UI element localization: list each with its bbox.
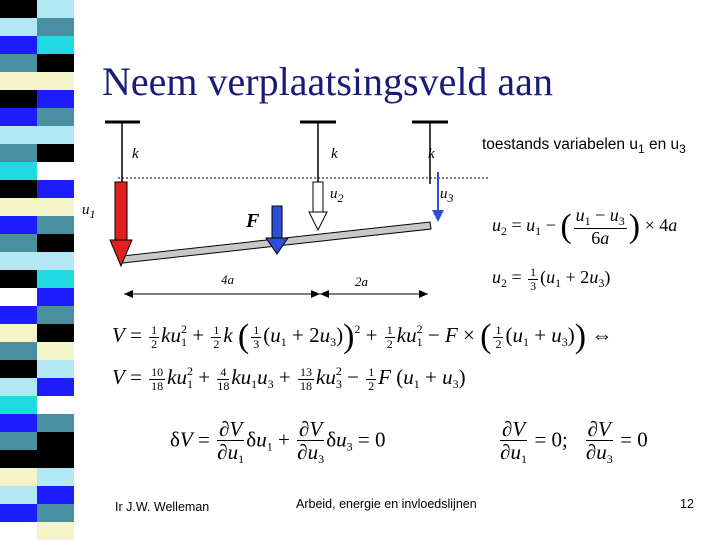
dim-right-label: 2a (355, 274, 368, 289)
spring-label-2: k (331, 146, 338, 162)
equation-energy-1: V = $\frac{1}{2}$ $ku_1^2$ + $\frac{1}{2}$ k ( $\frac{1}{3}$ $(u_1 + 2u_3))^2$ + $\frac{1}{2}$ $ku_1^2 - F$ × ( $\frac{1}{2}$ $(u_1 + u_3)$) ⇔ (112, 318, 613, 355)
state-variables-text: toestands variabelen $u_1$ en $u_3$ (482, 136, 686, 156)
u1-label: $u_1$ (82, 202, 96, 221)
spring-label-1: k (132, 146, 139, 162)
slide-title: Neem verplaatsingsveld aan (102, 59, 553, 104)
footer-course: Arbeid, energie en invloedslijnen (296, 497, 477, 511)
u3-label: $u_3$ (440, 186, 454, 205)
u3-arrow-head (432, 210, 444, 222)
dim-left-label: 4a (221, 272, 234, 287)
footer-author: Ir J.W. Welleman (115, 500, 210, 514)
u1-arrow-shaft (115, 182, 127, 240)
page-number: 12 (680, 497, 694, 511)
u2-label: $u_2$ (330, 186, 344, 205)
equation-energy-2: V = $\frac{10}{18}$ $ku_1^2$ + $\frac{4}{18}$ $ku_1u_3$ + $\frac{13}{18}$ $ku_3^2$ − $\frac{1}{2}$ F $(u_1 + u_3)$ (112, 364, 466, 393)
equation-variation: δV = $\frac{\partial V}{\partial u_1}$ $\delta u_1$ + $\frac{\partial V}{\partial u_3}$ $\delta u_3 = 0$ (170, 417, 386, 467)
equation-conditions: $\frac{\partial V}{\partial u_1}$ = 0; $\frac{\partial V}{\partial u_3}$ = 0 (500, 417, 648, 467)
u2-arrow-shaft (313, 182, 323, 212)
force-label: F (246, 210, 260, 232)
force-arrow-shaft (272, 206, 282, 240)
u2-arrow-head (309, 212, 327, 230)
equation-u2-def: $u_2 = u_1$ − ( $\frac{u_1 - u_3}{6a}$ ) × 4a (492, 205, 678, 248)
equation-u2-result: $u_2$ = $\frac{1}{3}$ $(u_1 + 2u_3)$ (492, 265, 611, 293)
spring-label-3: k (428, 146, 435, 162)
